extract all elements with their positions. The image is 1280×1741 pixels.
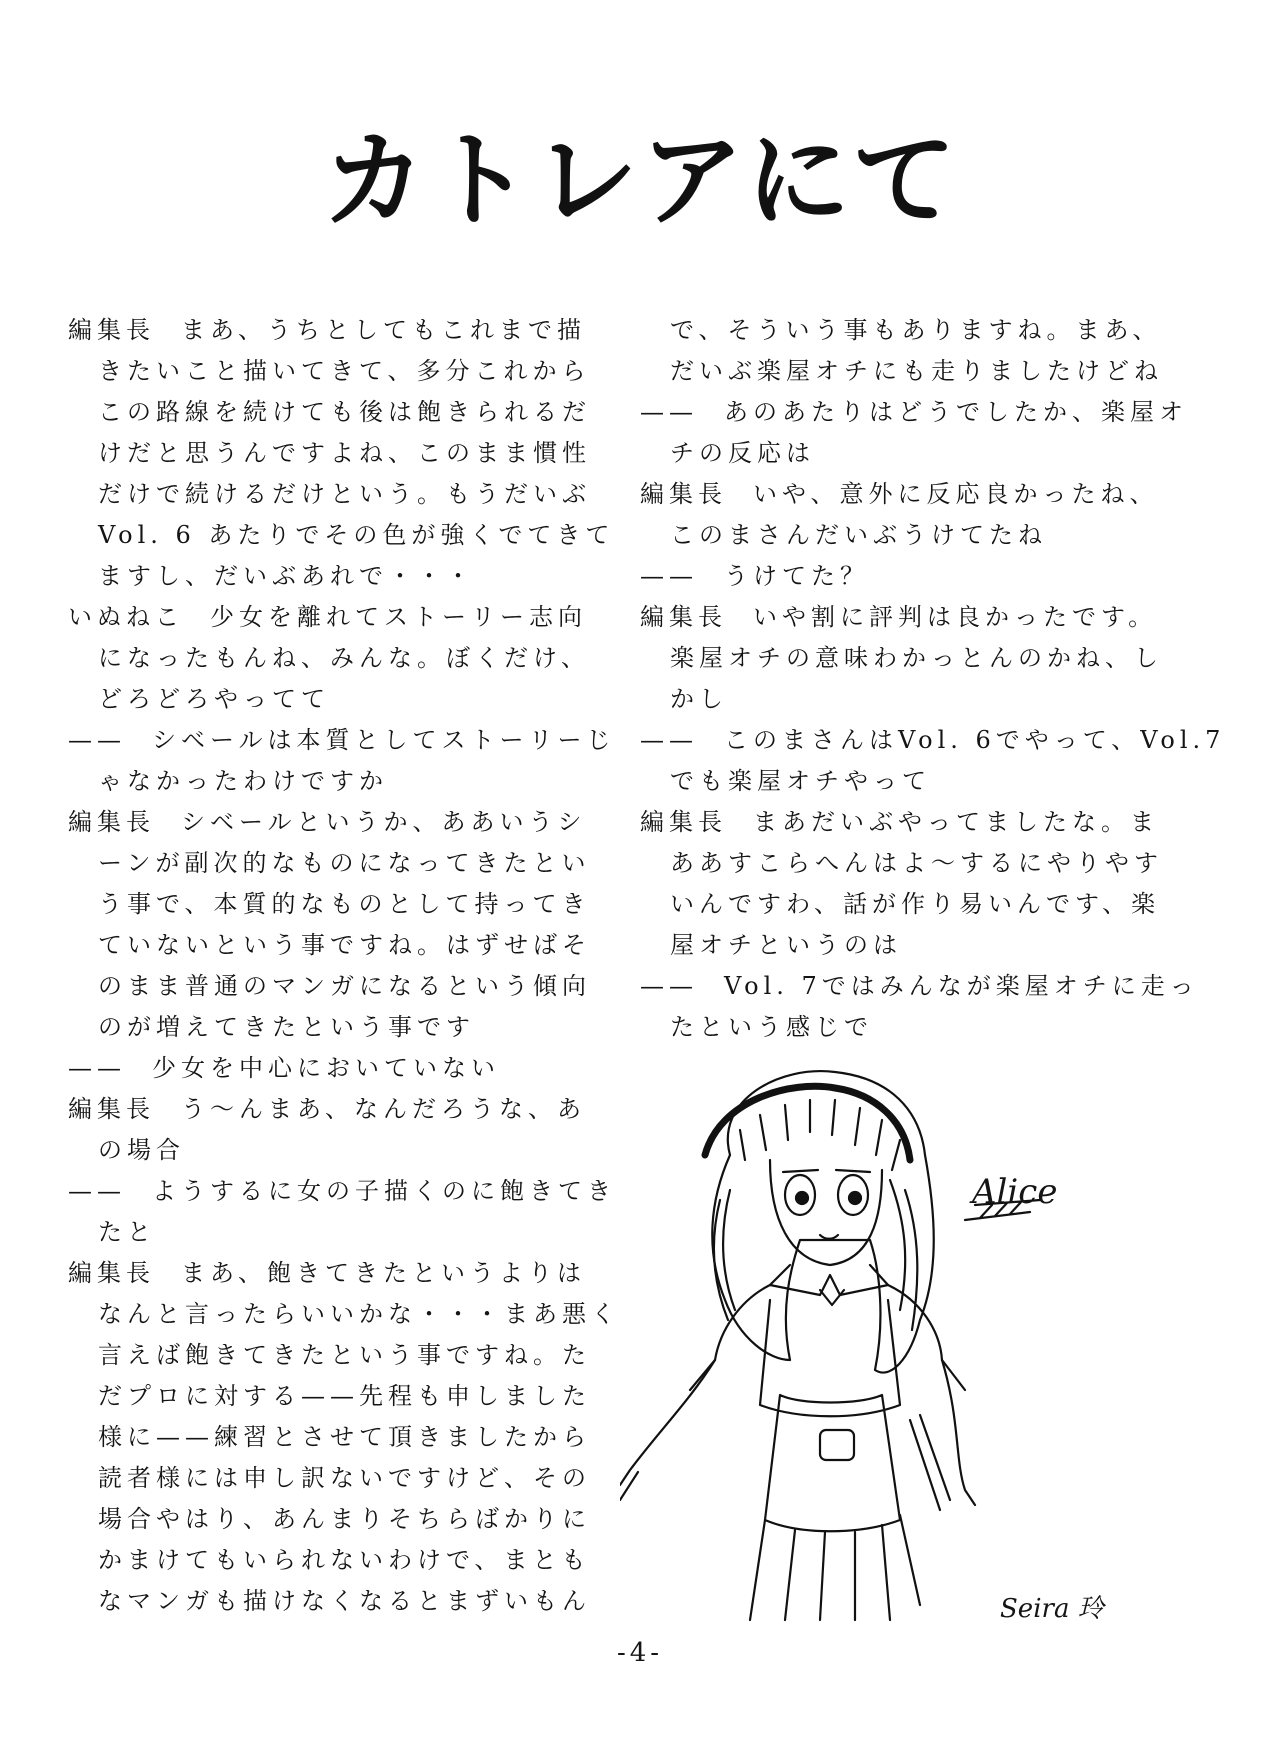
dialogue-line: ていないという事ですね。はずせばそ <box>98 931 591 959</box>
dialogue-line: たと <box>98 1218 156 1246</box>
dialogue-line: きたいこと描いてきて、多分これから <box>98 357 591 385</box>
dialogue-line: たという感じで <box>670 1013 873 1041</box>
speaker-label: 編集長 <box>640 480 727 508</box>
dialogue-line: のが増えてきたという事です <box>98 1013 475 1041</box>
left-column <box>68 310 620 1622</box>
arm-left <box>620 1360 715 1500</box>
dialogue-line: だプロに対する——先程も申しました <box>98 1382 591 1410</box>
dialogue-line: ますし、だいぶあれで・・・ <box>98 562 475 590</box>
dialogue-paragraph <box>68 1048 608 1089</box>
speaker-label: —— <box>640 972 698 1000</box>
dialogue-paragraph <box>68 720 616 802</box>
speaker-label: 編集長 <box>68 1259 155 1287</box>
dialogue-line: シベールというか、ああいうシ <box>181 808 587 836</box>
dialogue-paragraph <box>68 310 615 597</box>
dialogue-line: う～んまあ、なんだろうな、あ <box>181 1095 587 1123</box>
dialogue-line: チの反応は <box>670 439 815 467</box>
dialogue-line: だけで続けるだけという。もうだいぶ <box>98 480 591 508</box>
dialogue-paragraph <box>640 556 1180 597</box>
speaker-label: —— <box>68 1054 126 1082</box>
dialogue-line: まあだいぶやってましたな。ま <box>753 808 1159 836</box>
dialogue-line: かし <box>670 685 728 713</box>
page-title: カトレアにて <box>321 119 958 241</box>
dialogue-paragraph <box>68 1089 608 1171</box>
dialogue-line: 少女を離れてストーリー志向 <box>210 603 587 631</box>
alice-signature: Alice <box>972 1172 1058 1212</box>
speaker-label: —— <box>640 398 698 426</box>
dialogue-line: 楽屋オチの意味わかっとんのかね、し <box>670 644 1163 672</box>
dialogue-line: 屋オチというのは <box>670 931 902 959</box>
dialogue-line: うけてた？ <box>724 562 869 590</box>
dialogue-line: のまま普通のマンガになるという傾向 <box>98 972 591 1000</box>
dialogue-line: まあ、うちとしてもこれまで描 <box>181 316 587 344</box>
right-column <box>640 310 1226 1048</box>
dialogue-line: あのあたりはどうでしたか、楽屋オ <box>724 398 1188 426</box>
dialogue-line: まあ、飽きてきたというよりは <box>181 1259 587 1287</box>
dialogue-line: の場合 <box>98 1136 185 1164</box>
dialogue-line: けだと思うんですよね、このまま慣性 <box>98 439 591 467</box>
dialogue-line: で、そういう事もありますね。まあ、 <box>670 316 1162 344</box>
dialogue-paragraph <box>640 720 1226 802</box>
artist-signature: Seira 玲 <box>1000 1594 1104 1624</box>
speaker-label: 編集長 <box>640 808 727 836</box>
dialogue-line: 少女を中心においていない <box>152 1054 500 1082</box>
dialogue-paragraph <box>68 1253 620 1622</box>
speaker-label: —— <box>640 726 698 754</box>
speaker-label: 編集長 <box>640 603 727 631</box>
dialogue-paragraph <box>68 1171 616 1253</box>
dialogue-line: なマンガも描けなくなるとまずいもん <box>98 1587 591 1615</box>
dialogue-line: ああすこらへんはよ～するにやりやす <box>670 849 1163 877</box>
speaker-label: いぬねこ <box>68 603 184 631</box>
dialogue-line: このまさんだいぶうけてたね <box>670 521 1047 549</box>
speaker-label: —— <box>68 726 126 754</box>
dialogue-line: 読者様には申し訳ないですけど、その <box>98 1464 591 1492</box>
dialogue-paragraph <box>640 802 1180 966</box>
dialogue-line: 場合やはり、あんまりそちらばかりに <box>98 1505 591 1533</box>
dialogue-line: ゃなかったわけですか <box>98 767 388 795</box>
speaker-label: 編集長 <box>68 316 155 344</box>
dialogue-paragraph <box>68 802 608 1048</box>
dialogue-line: この路線を続けても後は飽きられるだ <box>98 398 591 426</box>
speaker-label: 編集長 <box>68 1095 155 1123</box>
dialogue-line: いんですわ、話が作り易いんです、楽 <box>670 890 1161 918</box>
dialogue-line: ーンが副次的なものになってきたとい <box>98 849 591 877</box>
dialogue-paragraph <box>640 392 1188 474</box>
dialogue-paragraph <box>640 310 1180 392</box>
hairband <box>705 1086 910 1160</box>
speaker-label: 編集長 <box>68 808 155 836</box>
dialogue-line: だいぶ楽屋オチにも走りましたけどね <box>670 357 1163 385</box>
dialogue-line: になったもんね、みんな。ぼくだけ、 <box>98 644 591 672</box>
dialogue-line: このまさんはVol. 6でやって、Vol.7 <box>724 726 1226 754</box>
dialogue-line: でも楽屋オチやって <box>670 767 931 795</box>
alice-illustration <box>620 1060 1090 1630</box>
dialogue-line: なんと言ったらいいかな・・・まあ悪く <box>98 1300 620 1328</box>
dialogue-line: どろどろやってて <box>98 685 330 713</box>
dialogue-line: いや、意外に反応良かったね、 <box>753 480 1159 508</box>
dialogue-paragraph <box>640 966 1199 1048</box>
speaker-label: —— <box>68 1177 126 1205</box>
dialogue-paragraph <box>68 597 608 720</box>
dialogue-line: 様に——練習とさせて頂きましたから <box>98 1423 591 1451</box>
dialogue-line: いや割に評判は良かったです。 <box>753 603 1158 631</box>
dialogue-line: Vol. 7ではみんなが楽屋オチに走っ <box>724 972 1199 1000</box>
dialogue-line: ようするに女の子描くのに飽きてき <box>152 1177 616 1205</box>
dialogue-paragraph <box>640 474 1180 556</box>
page-number: -4- <box>616 1638 664 1668</box>
dialogue-line: Vol. 6 あたりでその色が強くでてきて <box>98 521 615 549</box>
dialogue-paragraph <box>640 597 1180 720</box>
dialogue-line: う事で、本質的なものとして持ってき <box>98 890 591 918</box>
dialogue-line: 言えば飽きてきたという事ですね。た <box>98 1341 591 1369</box>
hair-outline <box>712 1071 933 1372</box>
speaker-label: —— <box>640 562 698 590</box>
dialogue-line: かまけてもいられないわけで、まとも <box>98 1546 591 1574</box>
dialogue-line: シベールは本質としてストーリーじ <box>152 726 616 754</box>
face <box>770 1160 882 1265</box>
